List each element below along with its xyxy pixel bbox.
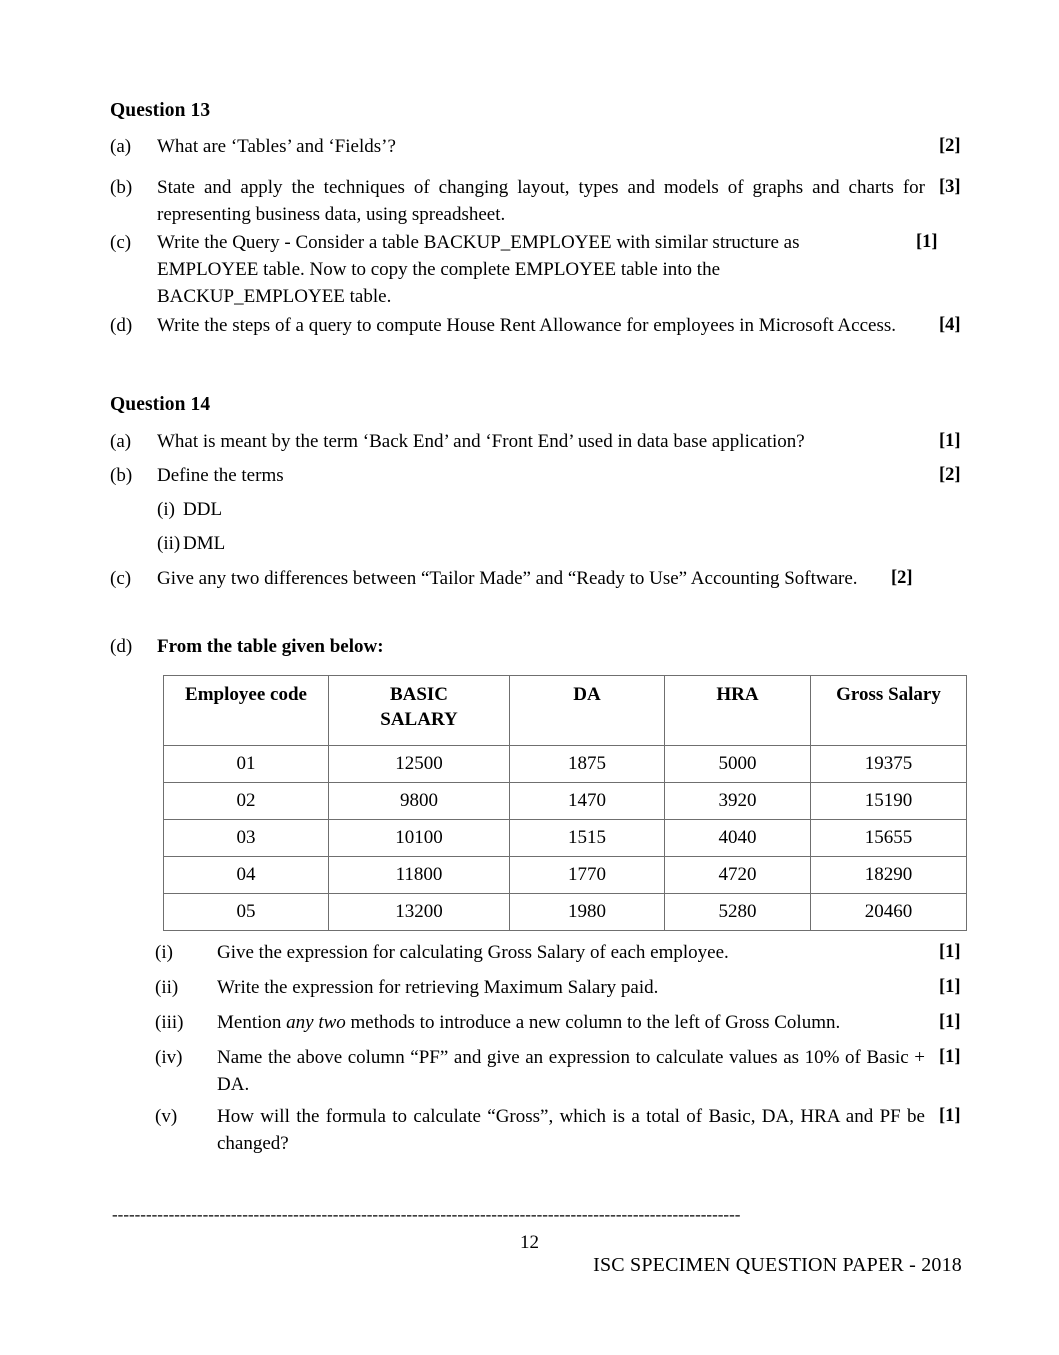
cell-hra: 3920 [665, 783, 811, 820]
roman-label: (ii) [155, 977, 179, 998]
part-text: What is meant by the term ‘Back End’ and ‘Front End’ used in data base application? [157, 431, 805, 452]
part-text: Write the steps of a query to compute House Rent Allowance for employees in Microsoft Access. [157, 315, 896, 336]
part-marks: [2] [939, 136, 961, 156]
question-13-part-d [110, 312, 985, 339]
cell-basic-salary: 12500 [329, 746, 510, 783]
table-question-iii [155, 1009, 985, 1036]
question-13-heading: Question 13 [110, 100, 211, 121]
roman-label: (v) [155, 1106, 178, 1127]
table-row [164, 746, 967, 783]
cell-basic-salary: 11800 [329, 857, 510, 894]
table-header-basic-salary [329, 676, 510, 746]
part-label: (d) [110, 636, 133, 657]
cell-gross-salary: 20460 [811, 894, 967, 931]
part-marks: [1] [916, 232, 938, 252]
cell-employee-code: 03 [164, 820, 329, 857]
sub-label: (i) [157, 499, 175, 520]
roman-text [217, 1009, 931, 1036]
cell-basic-salary: 10100 [329, 820, 510, 857]
roman-marks: [1] [939, 1106, 961, 1126]
table-row [164, 783, 967, 820]
part-text: From the table given below: [157, 636, 384, 657]
table-question-v [155, 1103, 985, 1157]
question-14-part-c [110, 565, 985, 592]
roman-text: Name the above column “PF” and give an expression to calculate values as 10% of Basic + DA. [217, 1047, 925, 1095]
cell-da: 1770 [510, 857, 665, 894]
roman-marks: [1] [939, 1012, 961, 1032]
header-line: BASIC [389, 684, 449, 705]
question-13-part-a [110, 133, 985, 160]
footer-paper-title: ISC SPECIMEN QUESTION PAPER - 2018 [593, 1254, 962, 1276]
cell-hra: 4720 [665, 857, 811, 894]
question-13-part-c [110, 229, 985, 310]
salary-table [163, 675, 967, 931]
cell-employee-code: 01 [164, 746, 329, 783]
part-label: (d) [110, 315, 133, 336]
table-question-iv [155, 1044, 985, 1098]
part-marks: [2] [939, 465, 961, 485]
cell-employee-code: 02 [164, 783, 329, 820]
roman-label: (iv) [155, 1047, 183, 1068]
cell-gross-salary: 15190 [811, 783, 967, 820]
cell-da: 1980 [510, 894, 665, 931]
page-number: 12 [520, 1232, 539, 1253]
roman-label: (i) [155, 942, 173, 963]
roman-text: Give the expression for calculating Gross Salary of each employee. [217, 942, 729, 963]
part-label: (c) [110, 232, 132, 253]
question-14-part-b [110, 462, 985, 489]
cell-employee-code: 05 [164, 894, 329, 931]
cell-gross-salary: 15655 [811, 820, 967, 857]
footer-divider: --------------------------------------------------------------------------------------------------------------- [112, 1206, 741, 1224]
define-term-dml [157, 530, 225, 557]
sub-text: DDL [183, 499, 223, 520]
cell-da: 1470 [510, 783, 665, 820]
part-label: (b) [110, 465, 133, 486]
roman-text-before: Mention [217, 1012, 287, 1033]
table-row [164, 820, 967, 857]
table-row [164, 894, 967, 931]
part-marks: [4] [939, 315, 961, 335]
question-14-part-d [110, 633, 985, 660]
cell-gross-salary: 19375 [811, 746, 967, 783]
header-line: HRA [716, 684, 759, 705]
question-14-heading: Question 14 [110, 394, 211, 415]
sub-label: (ii) [157, 533, 181, 554]
part-label: (a) [110, 136, 132, 157]
table-question-i [155, 939, 985, 966]
question-13-part-b [110, 174, 985, 228]
part-marks: [1] [939, 431, 961, 451]
cell-hra: 4040 [665, 820, 811, 857]
cell-hra: 5280 [665, 894, 811, 931]
cell-employee-code: 04 [164, 857, 329, 894]
part-label: (a) [110, 431, 132, 452]
cell-gross-salary: 18290 [811, 857, 967, 894]
part-text: Give any two differences between “Tailor Made” and “Ready to Use” Accounting Software. [157, 568, 858, 589]
table-header-gross-salary [811, 676, 967, 746]
part-text: What are ‘Tables’ and ‘Fields’? [157, 136, 396, 157]
table-header-employee-code [164, 676, 329, 746]
roman-text: Write the expression for retrieving Maximum Salary paid. [217, 977, 659, 998]
roman-label: (iii) [155, 1012, 184, 1033]
question-14-part-a [110, 428, 985, 455]
part-text: Define the terms [157, 465, 284, 486]
header-line: SALARY [380, 709, 458, 730]
table-header-da [510, 676, 665, 746]
cell-da: 1875 [510, 746, 665, 783]
roman-text-italic: any two [286, 1012, 346, 1033]
part-marks: [3] [939, 177, 961, 197]
roman-marks: [1] [939, 942, 961, 962]
table-header-row [164, 676, 967, 746]
sub-text: DML [183, 533, 226, 554]
part-label: (c) [110, 568, 132, 589]
header-line: Employee code [185, 684, 307, 705]
part-text: State and apply the techniques of changing layout, types and models of graphs and charts for representing business data, using spreadsheet. [157, 177, 925, 225]
roman-text: How will the formula to calculate “Gross”, which is a total of Basic, DA, HRA and PF be changed? [217, 1106, 925, 1154]
table-row [164, 857, 967, 894]
define-term-ddl [157, 496, 222, 523]
cell-basic-salary: 9800 [329, 783, 510, 820]
roman-text-after: methods to introduce a new column to the left of Gross Column. [345, 1012, 841, 1033]
part-text: Write the Query - Consider a table BACKUP_EMPLOYEE with similar structure as EMPLOYEE table. Now to copy the complete EMPLOYEE table into the BACKUP_EMPLOYEE table. [157, 232, 800, 307]
cell-basic-salary: 13200 [329, 894, 510, 931]
part-label: (b) [110, 177, 133, 198]
part-marks: [2] [891, 568, 913, 588]
header-line: Gross Salary [836, 684, 941, 705]
table-question-ii [155, 974, 985, 1001]
cell-hra: 5000 [665, 746, 811, 783]
roman-marks: [1] [939, 1047, 961, 1067]
table-header-hra [665, 676, 811, 746]
roman-marks: [1] [939, 977, 961, 997]
header-line: DA [573, 684, 601, 705]
cell-da: 1515 [510, 820, 665, 857]
